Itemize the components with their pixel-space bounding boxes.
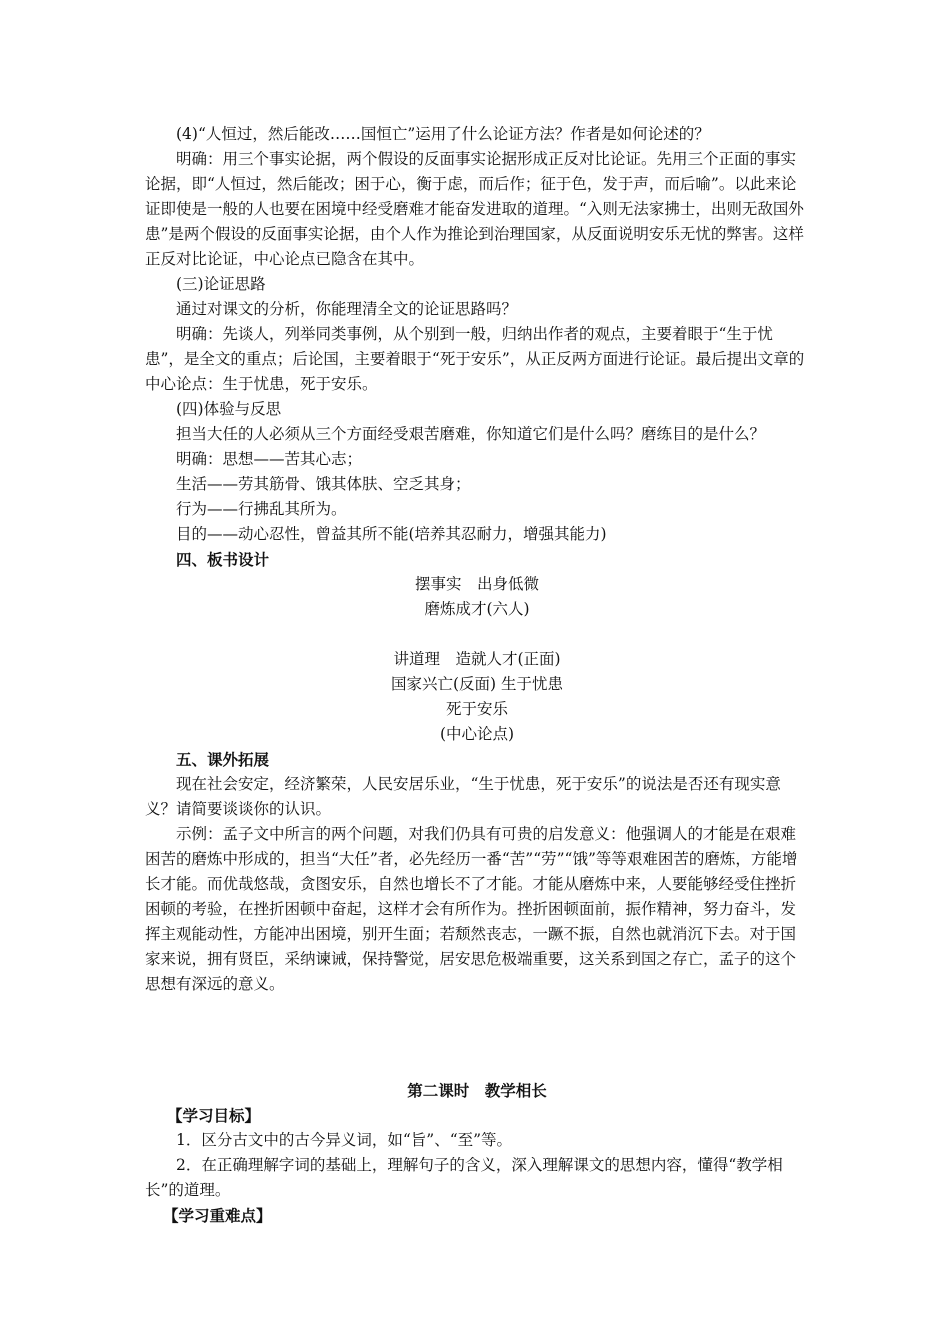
- subsection-3-title: (三)论证思路: [176, 275, 266, 293]
- board-line: 死于安乐: [445, 700, 508, 718]
- subsection-4-question: 担当大任的人必须从三个方面经受艰苦磨难，你知道它们是什么吗？磨练目的是什么？: [176, 425, 766, 443]
- learning-goal-1: 1．区分古文中的古今异义词，如“旨”、“至”等。: [176, 1131, 513, 1149]
- question-4: (4)“人恒过，然后能改……国恒亡”运用了什么论证方法？作者是如何论述的？: [176, 125, 710, 143]
- section-5-heading: 五、课外拓展: [176, 750, 270, 769]
- section-5-example: 示例：孟子文中所言的两个问题，对我们仍具有可贵的启发意义：他强调人的才能是在艰难困苦的磨炼中形成的，担当“大任”者，必先经历一番“苦”“劳”“饿”等等艰难困苦的磨炼，方能增长才能。而优哉悠哉，贪图安乐，自然也增长不了才能。才能从磨炼中来，人要能够经受住挫折困顿的考验，在挫折困顿中奋起，这样才会有所作为。挫折困顿面前，振作精神，努力奋斗，发挥主观能动性，方能冲出困境，别开生面；若颓然丧志，一蹶不振，自然也就消沉下去。对于国家来说，拥有贤臣，采纳谏诫，保持警觉，居安思危极端重要，这关系到国之存亡，孟子的这个思想有深远的意义。: [145, 825, 798, 993]
- document-content: [145, 122, 809, 1228]
- board-line: 讲道理 造就人才(正面): [393, 650, 561, 668]
- board-line: 摆事实 出身低微: [414, 575, 539, 593]
- section-spacer: [145, 997, 809, 1072]
- board-spacer: [145, 622, 809, 647]
- subsection-4-answer-purpose: 目的——动心忍性，曾益其所不能(培养其忍耐力，增强其能力): [176, 525, 607, 543]
- board-line: 国家兴亡(反面) 生于忧患: [390, 675, 564, 693]
- learning-goal-2: 2．在正确理解字词的基础上，理解句子的含义，深入理解课文的思想内容，懂得“教学相长”的道理。: [145, 1156, 783, 1199]
- board-line: (中心论点): [439, 725, 515, 743]
- subsection-4-answer-thought: 明确：思想——苦其心志；: [176, 450, 363, 468]
- subsection-4-answer-life: 生活——劳其筋骨、饿其体肤、空乏其身；: [176, 475, 471, 493]
- subsection-3-answer: 明确：先谈人，列举同类事例，从个别到一般，归纳出作者的观点，主要着眼于“生于忧患”，是全文的重点；后论国，主要着眼于“死于安乐”，从正反两方面进行论证。最后提出文章的中心论点：生于忧患，死于安乐。: [145, 325, 805, 393]
- subsection-4-answer-action: 行为——行拂乱其所为。: [176, 500, 347, 518]
- lesson-2-title: 第二课时 教学相长: [407, 1081, 547, 1100]
- subsection-3-question: 通过对课文的分析，你能理清全文的论证思路吗？: [176, 300, 518, 318]
- question-4-answer: 明确：用三个事实论据，两个假设的反面事实论据形成正反对比论证。先用三个正面的事实论据，即“人恒过，然后能改；困于心，衡于虑，而后作；征于色，发于声，而后喻”。以此来论证即使是一般的人也要在困境中经受磨难才能奋发进取的道理。“入则无法家拂士，出则无敌国外患”是两个假设的反面事实论据，由个人作为推论到治理国家，从反面说明安乐无忧的弊害。这样正反对比论证，中心论点已隐含在其中。: [145, 150, 804, 268]
- key-points-heading: 【学习重难点】: [163, 1206, 272, 1225]
- blackboard-design: [145, 572, 809, 747]
- section-5-question: 现在社会安定，经济繁荣，人民安居乐业，“生于忧患，死于安乐”的说法是否还有现实意义？请简要谈谈你的认识。: [145, 775, 781, 818]
- learning-goals-heading: 【学习目标】: [167, 1106, 261, 1125]
- subsection-4-title: (四)体验与反思: [176, 400, 282, 418]
- board-line: 磨炼成才(六人): [424, 600, 530, 618]
- section-4-heading: 四、板书设计: [176, 550, 270, 569]
